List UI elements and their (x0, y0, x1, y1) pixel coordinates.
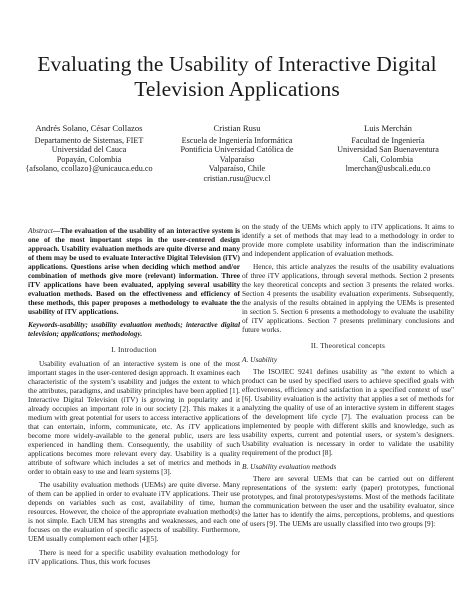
author-block (0, 124, 474, 202)
section-heading-introduction: I. Introduction (111, 345, 157, 355)
author-location: Valparaíso, Chile (208, 164, 266, 174)
paragraph: Usability evaluation of an interactive system is one of the most important stages in the user-centered design approach. It examines each characteristic of the system’s usability and judges the extent to which the attributes, paradigms, and usability principles have been applied [1]. Interactive Digital Television (iTV) is growing in popularity and it already occupies an important role in our society [2]. This makes it a medium with great potential for users to access interactive applications that can entertain, inform, communicate, etc. As iTV applications become more widely-available to the general public, users are less experienced in handling them. Consequently, the usability of such applications becomes more relevant every day. Usability is a quality attribute of software which includes a set of metrics and methods in order to obtain easy to use and learn systems [3]. (28, 359, 240, 477)
author-name: Andrés Solano, César Collazos (35, 123, 143, 133)
author-email: lmerchan@usbcali.edu.co (345, 164, 431, 174)
author-affiliation: Valparaíso (219, 154, 255, 164)
author-location: Popayán, Colombia (56, 154, 122, 164)
author-affiliation: Pontificia Universidad Católica de (180, 145, 294, 155)
paragraph: on the study of the UEMs which apply to iTV applications. It aims to identify a set of methods that may lead to a methodology in order to provide more complete usability information than the indiscriminate and independent application of evaluation methods. (242, 222, 454, 259)
author-email: cristian.rusu@ucv.cl (203, 173, 271, 183)
subsection-heading-evaluation-methods: B. Usability evaluation methods (242, 462, 337, 472)
left-column (28, 226, 240, 566)
author-name: Cristian Rusu (213, 123, 261, 133)
paragraph: There is need for a specific usability evaluation methodology for iTV applications. Thus, this work focuses (28, 547, 240, 566)
abstract (28, 226, 240, 316)
author-affiliation: Escuela de Ingeniería Informática (181, 135, 293, 145)
author-affiliation: Universidad San Buenaventura (337, 145, 439, 155)
author-affiliation: Universidad del Cauca (51, 145, 127, 155)
paragraph: Hence, this article analyzes the results of the usability evaluations of three iTV applications, through several methods. Section 2 presents the key theoretical concepts and section 3 presents the related works. Section 4 presents the usability evaluation experiments. Subsequently, the analysis of the results obtained in applying the UEMs is presented in section 5. Section 6 presents a methodology to evaluate the usability of iTV applications. Section 7 presents preliminary conclusions and future works. (242, 262, 454, 335)
keywords: Keywords-usability; usability evaluation methods; interactive digital television; applications; methodology. (28, 320, 240, 339)
author-affiliation: Departamento de Sistemas, FIET (34, 135, 144, 145)
author-name: Luis Merchán (364, 123, 412, 133)
right-column (242, 222, 454, 528)
author-location: Cali, Colombia (362, 154, 414, 164)
author-2 (172, 124, 302, 184)
paragraph: The usability evaluation methods (UEMs) are quite diverse. Many of them can be applied in order to evaluate iTV applications. Their use depends on variables such as cost, availability of time, human resources. However, the choice of the appropriate evaluation method(s) is not simple. Each UEM has strengths and weaknesses, and each one focuses on the evaluation of specific aspects of usability. Furthermore, UEM usually complement each other [4][5]. (28, 480, 240, 544)
paper-title: Evaluating the Usability of Interactive Digital Television Applications (37, 52, 437, 101)
author-affiliation: Facultad de Ingeniería (351, 135, 425, 145)
paragraph: The ISO/IEC 9241 defines usability as "the extent to which a product can be used by specified users to achieve specified goals with effectiveness, efficiency and satisfaction in a specified context of use" [6]. Usability evaluation is the activity that applies a set of methods for analyzing the quality of use of an interactive system in different stages of the development life cycle [7]. The evaluation process can be implemented by people with different skills and knowledge, such as usability experts, current and potential users, or system’s designers. Usability evaluation is necessary in order to validate the usability requirement of the product [8]. (242, 367, 454, 458)
author-email: {afsolano, ccollazo}@unicauca.edu.co (25, 164, 153, 174)
author-1 (18, 124, 160, 174)
abstract-lead: Abstract (28, 226, 53, 235)
section-heading-theoretical-concepts: II. Theoretical concepts (310, 341, 386, 351)
author-3 (318, 124, 458, 174)
paragraph: There are several UEMs that can be carried out on different representations of the system: early (paper) prototypes, functional prototypes, and final prototypes/systems. Most of the methods facilitate the communication between the user and the usability evaluator, since the latter has to identify the aims, perceptions, problems, and questions of users [9]. The UEMs are usually classified into two groups [9]: (242, 474, 454, 529)
abstract-text: —The evaluation of the usability of an interactive system is one of the most important steps in the user-centered design approach. Usability evaluation methods are quite diverse and many of them may be used to evaluate Interactive Digital Television (iTV) applications. Questions arise when deciding which method and/or combination of methods give more (relevant) information. Three iTV applications have been evaluated, applying several usability evaluation methods. Based on the effectiveness and efficiency of these methods, this paper proposes a methodology to evaluate the usability of iTV applications. (28, 226, 240, 317)
subsection-heading-usability: A. Usability (242, 355, 278, 365)
